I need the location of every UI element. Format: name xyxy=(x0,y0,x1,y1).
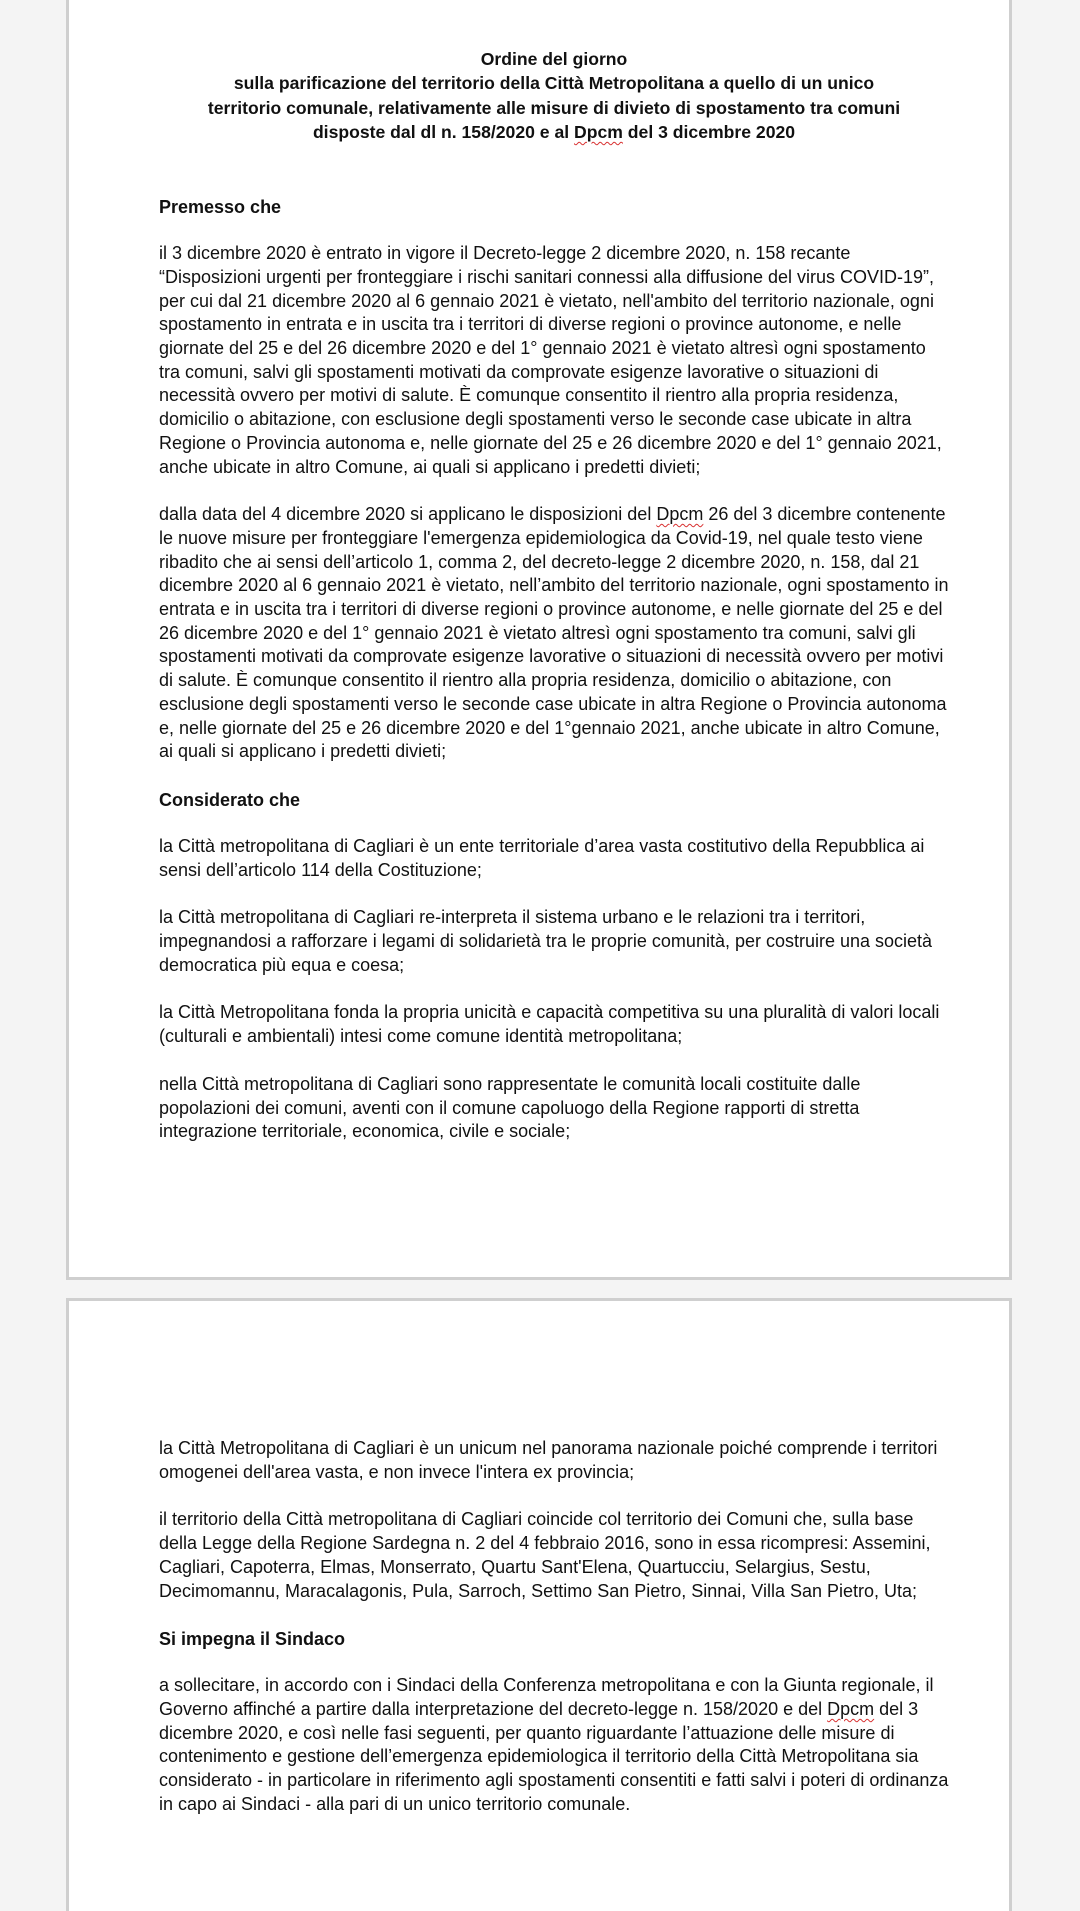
paragraph-considerato-2: la Città metropolitana di Cagliari re-interpreta il sistema urbano e le relazioni tra i territori, impegnandosi a rafforzare i legami di solidarietà tra le proprie comunità, per costruire una società democratica più equa e coesa; xyxy=(159,907,933,975)
page-2-content xyxy=(159,1437,949,1840)
paragraph-premesso-2 xyxy=(159,503,949,764)
page-1-content xyxy=(159,47,949,1168)
paragraph-impegna-1 xyxy=(159,1674,949,1816)
section-heading-premesso: Premesso che xyxy=(159,197,282,218)
paragraph-considerato-4: nella Città metropolitana di Cagliari sono rappresentate le comunità locali costituite dalle popolazioni dei comuni, aventi con il comune capoluogo della Regione rapporti di stretta integrazione territoriale, economica, civile e sociale; xyxy=(159,1073,861,1142)
section-heading-impegna: Si impegna il Sindaco xyxy=(159,1629,346,1650)
section-heading-considerato: Considerato che xyxy=(159,789,301,810)
title-line-3: territorio comunale, relativamente alle misure di divieto di spostamento tra comuni xyxy=(207,97,901,118)
title-line-4 xyxy=(159,120,949,144)
document-page-2 xyxy=(66,1298,1012,1911)
title-line-4-after: del 3 dicembre 2020 xyxy=(622,121,796,142)
title-line-1: Ordine del giorno xyxy=(480,49,628,69)
paragraph-considerato-3: la Città Metropolitana fonda la propria unicità e capacità competitiva su una pluralità di valori locali (culturali e ambientali) intesi come comune identità metropolitana; xyxy=(159,1002,940,1047)
spellcheck-flagged-word[interactable]: Dpcm xyxy=(656,504,704,525)
document-page-1 xyxy=(66,0,1012,1280)
paragraph-premesso-2-before: dalla data del 4 dicembre 2020 si applicano le disposizioni del xyxy=(159,504,657,525)
title-line-2: sulla parificazione del territorio della Città Metropolitana a quello di un unico xyxy=(233,73,875,94)
paragraph-impegna-1-after: del 3 dicembre 2020, e così nelle fasi seguenti, per quanto riguardante l’attuazione delle misure di contenimento e gestione dell’emergenza epidemiologica il territorio della Città Metropolitana sia considerato - in particolare in riferimento agli spostamenti consentiti e fatti salvi i poteri di ordinanza in capo ai Sindaci - alla pari di un unico territorio comunale. xyxy=(159,1698,949,1814)
spellcheck-flagged-word[interactable]: Dpcm xyxy=(574,121,623,142)
paragraph-premesso-1: il 3 dicembre 2020 è entrato in vigore il Decreto-legge 2 dicembre 2020, n. 158 recante “Disposizioni urgenti per fronteggiare i rischi sanitari connessi alla diffusione del virus COVID-19”, per cui dal 21 dicembre 2020 al 6 gennaio 2021 è vietato, nell'ambito del territorio nazionale, ogni spostamento in entrata e in uscita tra i territori di diverse regioni o province autonome, e nelle giornate del 25 e del 26 dicembre 2020 e del 1° gennaio 2021 è vietato altresì ogni spostamento tra comuni, salvi gli spostamenti motivati da comprovate esigenze lavorative o situazioni di necessità ovvero per motivi di salute. È comunque consentito il rientro alla propria residenza, domicilio o abitazione, con esclusione degli spostamenti verso le seconde case ubicate in altra Regione o Provincia autonoma e, nelle giornate del 25 e 26 dicembre 2020 e del 1° gennaio 2021, anche ubicate in altro Comune, ai quali si applicano i predetti divieti; xyxy=(159,243,942,477)
paragraph-impegna-1-before: a sollecitare, in accordo con i Sindaci della Conferenza metropolitana e con la Giunta regionale, il Governo affinché a partire dalla interpretazione del decreto-legge n. 158/2020 e del xyxy=(159,1675,934,1719)
document-title xyxy=(159,47,949,144)
paragraph-page2-2: il territorio della Città metropolitana di Cagliari coincide col territorio dei Comuni che, sulla base della Legge della Regione Sardegna n. 2 del 4 febbraio 2016, sono in essa ricompresi: Assemini, Cagliari, Capoterra, Elmas, Monserrato, Quartu Sant'Elena, Quartucciu, Selargius, Sestu, Decimomannu, Maracalagonis, Pula, Sarroch, Settimo San Pietro, Sinnai, Villa San Pietro, Uta; xyxy=(159,1509,931,1601)
paragraph-premesso-2-after: 26 del 3 dicembre contenente le nuove misure per fronteggiare l'emergenza epidemiologica da Covid-19, nel quale testo viene ribadito che ai sensi dell’articolo 1, comma 2, del decreto-legge 2 dicembre 2020, n. 158, dal 21 dicembre 2020 al 6 gennaio 2021 è vietato, nell’ambito del territorio nazionale, ogni spostamento in entrata e in uscita tra i territori di diverse regioni o province autonome, e nelle giornate del 25 e del 26 dicembre 2020 e del 1° gennaio 2021 è vietato altresì ogni spostamento tra comuni, salvi gli spostamenti motivati da comprovate esigenze lavorative o situazioni di necessità ovvero per motivi di salute. È comunque consentito il rientro alla propria residenza, domicilio o abitazione, con esclusione degli spostamenti verso le seconde case ubicate in altra Regione o Provincia autonoma e, nelle giornate del 25 e 26 dicembre 2020 e del 1°gennaio 2021, anche ubicate in altro Comune, ai quali si applicano i predetti divieti; xyxy=(159,504,949,762)
spellcheck-flagged-word[interactable]: Dpcm xyxy=(827,1698,875,1719)
paragraph-page2-1: la Città Metropolitana di Cagliari è un unicum nel panorama nazionale poiché comprende i territori omogenei dell'area vasta, e non invece l'intera ex provincia; xyxy=(159,1438,938,1482)
title-line-4-before: disposte dal dl n. 158/2020 e al xyxy=(312,121,575,142)
paragraph-considerato-1: la Città metropolitana di Cagliari è un ente territoriale d’area vasta costitutivo della Repubblica ai sensi dell’articolo 114 della Costituzione; xyxy=(159,835,925,880)
